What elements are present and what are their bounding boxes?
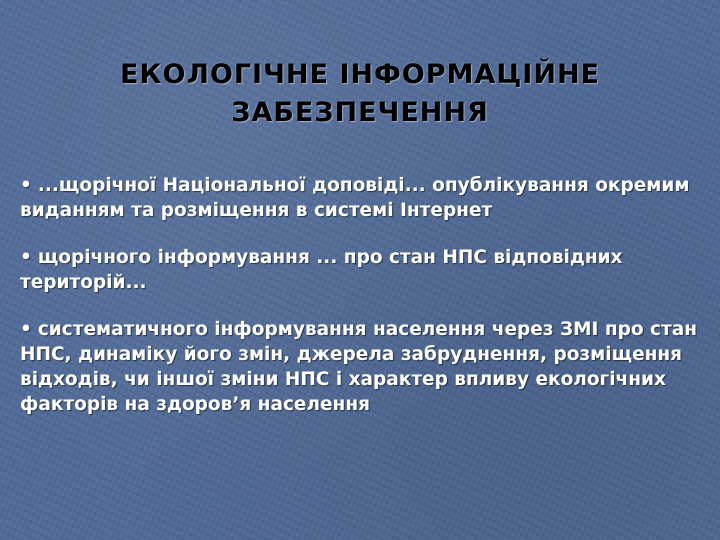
bullet-text: ...щорічної Національної доповіді... опублікування окремим виданням та розміщення в системі Інтернет <box>20 175 690 221</box>
slide-title-line-1: ЕКОЛОГІЧНЕ ІНФОРМАЦІЙНЕ <box>119 59 600 90</box>
bullet-marker: • <box>20 247 32 268</box>
slide-title <box>0 56 720 132</box>
bullet-marker: • <box>20 175 32 196</box>
bullet-text: систематичного інформування населення через ЗМІ про стан НПС, динаміку його змін, джерела забруднення, розміщення відходів, чи іншої зміни НПС і характер впливу екологічних факторів на здоров’я населення <box>20 319 697 415</box>
bullet-list <box>20 173 710 417</box>
bullet-text: щорічного інформування ... про стан НПС відповідних територій... <box>20 247 623 293</box>
slide-title-line-2: ЗАБЕЗПЕЧЕННЯ <box>231 97 489 128</box>
bullet-marker: • <box>20 319 32 340</box>
bullet-item-systematic-informing <box>20 317 710 417</box>
bullet-item-annual-informing <box>20 245 710 295</box>
bullet-item-national-report <box>20 173 710 223</box>
